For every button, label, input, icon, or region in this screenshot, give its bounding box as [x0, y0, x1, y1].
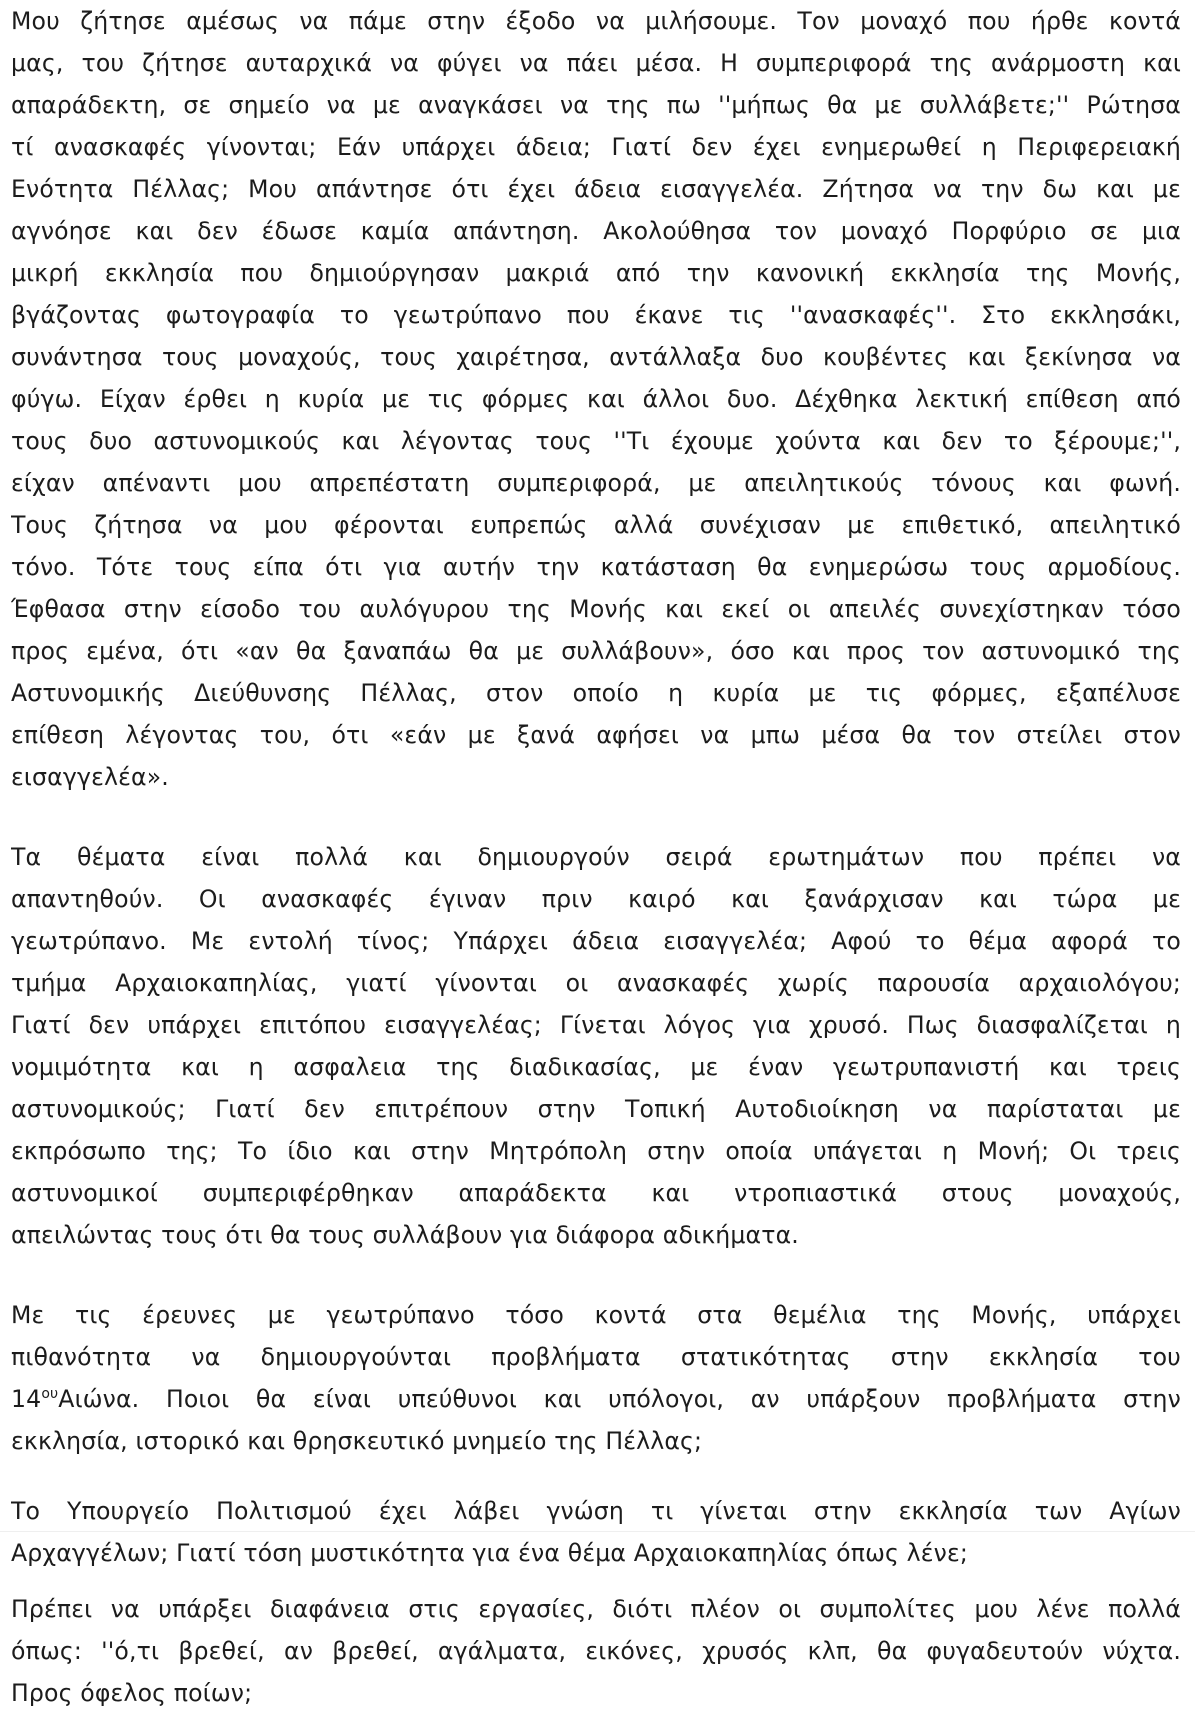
text-line: αγνόησε και δεν έδωσε καμία απάντηση. Ακολούθησα τον μοναχό Πορφύριο σε μια: [11, 217, 1181, 245]
text-line: τους δυο αστυνομικούς και λέγοντας τους ''Τι έχουμε χούντα και δεν το ξέρουμε;'',: [11, 427, 1181, 455]
text-line: Το Υπουργείο Πολιτισμού έχει λάβει γνώση τι γίνεται στην εκκλησία των Αγίων: [11, 1497, 1181, 1525]
text-line: Τα θέματα είναι πολλά και δημιουργούν σειρά ερωτημάτων που πρέπει να: [11, 843, 1181, 871]
century-suffix: ου: [41, 1386, 59, 1403]
text-line: βγάζοντας φωτογραφία το γεωτρύπανο που έκανε τις ''ανασκαφές''. Στο εκκλησάκι,: [11, 301, 1181, 329]
text-line-century: [11, 1378, 1181, 1420]
text-line: απειλώντας τους ότι θα τους συλλάβουν για διάφορα αδικήματα.: [11, 1221, 799, 1249]
text-line: Έφθασα στην είσοδο του αυλόγυρου της Μονής και εκεί οι απειλές συνεχίστηκαν τόσο: [11, 595, 1181, 623]
text-line: συνάντησα τους μοναχούς, τους χαιρέτησα, αντάλλαξα δυο κουβέντες και ξεκίνησα να: [11, 343, 1181, 371]
paragraph-3: [11, 1294, 1181, 1462]
text-line: τί ανασκαφές γίνονται; Εάν υπάρχει άδεια; Γιατί δεν έχει ενημερωθεί η Περιφερειακή: [11, 133, 1181, 161]
text-line: εκπρόσωπο της; Το ίδιο και στην Μητρόπολη στην οποία υπάγεται η Μονή; Οι τρεις: [11, 1137, 1181, 1165]
text-line: απαντηθούν. Οι ανασκαφές έγιναν πριν καιρό και ξανάρχισαν και τώρα με: [11, 885, 1181, 913]
paragraph-5: [11, 1588, 1181, 1714]
text-line: φύγω. Είχαν έρθει η κυρία με τις φόρμες και άλλοι δυο. Δέχθηκα λεκτική επίθεση από: [11, 385, 1181, 413]
text-line: είχαν απέναντι μου απρεπέστατη συμπεριφορά, με απειλητικούς τόνους και φωνή.: [11, 469, 1181, 497]
text-line: Αστυνομικής Διεύθυνσης Πέλλας, στον οποίο η κυρία με τις φόρμες, εξαπέλυσε: [11, 679, 1181, 707]
paragraph-2: [11, 836, 1181, 1256]
text-line: τόνο. Τότε τους είπα ότι για αυτήν την κατάσταση θα ενημερώσω τους αρμοδίους.: [11, 553, 1181, 581]
century-number: 14: [11, 1385, 42, 1413]
text-line: Πρέπει να υπάρξει διαφάνεια στις εργασίες, διότι πλέον οι συμπολίτες μου λένε πολλά: [11, 1595, 1181, 1623]
text-line: προς εμένα, ότι «αν θα ξαναπάω θα με συλλάβουν», όσο και προς τον αστυνομικό της: [11, 637, 1181, 665]
text-line: νομιμότητα και η ασφαλεια της διαδικασίας, με έναν γεωτρυπανιστή και τρεις: [11, 1053, 1181, 1081]
text-line: αστυνομικούς; Γιατί δεν επιτρέπουν στην Τοπική Αυτοδιοίκηση να παρίσταται με: [11, 1095, 1181, 1123]
paragraph-4: [11, 1490, 1181, 1574]
text-line: επίθεση λέγοντας του, ότι «εάν με ξανά αφήσει να μπω μέσα θα τον στείλει στον: [11, 721, 1181, 749]
text-line: όπως: ''ό,τι βρεθεί, αν βρεθεί, αγάλματα, εικόνες, χρυσός κλπ, θα φυγαδευτούν νύχτα.: [11, 1637, 1181, 1665]
text-line: εισαγγελέα».: [11, 763, 169, 791]
century-line-text: Αιώνα. Ποιοι θα είναι υπεύθυνοι και υπόλογοι, αν υπάρξουν προβλήματα στην: [58, 1385, 1181, 1413]
text-line: Μου ζήτησε αμέσως να πάμε στην έξοδο να μιλήσουμε. Τον μοναχό που ήρθε κοντά: [11, 7, 1181, 35]
text-line: αστυνομικοί συμπεριφέρθηκαν απαράδεκτα και ντροπιαστικά στους μοναχούς,: [11, 1179, 1181, 1207]
text-line: τμήμα Αρχαιοκαπηλίας, γιατί γίνονται οι ανασκαφές χωρίς παρουσία αρχαιολόγου;: [11, 969, 1181, 997]
text-line: μας, του ζήτησε αυταρχικά να φύγει να πάει μέσα. Η συμπεριφορά της ανάρμοστη και: [11, 49, 1181, 77]
text-line: Με τις έρευνες με γεωτρύπανο τόσο κοντά στα θεμέλια της Μονής, υπάρχει: [11, 1301, 1181, 1329]
text-line: Γιατί δεν υπάρχει επιτόπου εισαγγελέας; Γίνεται λόγος για χρυσό. Πως διασφαλίζεται η: [11, 1011, 1181, 1039]
text-line: μικρή εκκλησία που δημιούργησαν μακριά από την κανονική εκκλησία της Μονής,: [11, 259, 1181, 287]
text-line: Τους ζήτησα να μου φέρονται ευπρεπώς αλλά συνέχισαν με επιθετικό, απειλητικό: [11, 511, 1181, 539]
text-line: εκκλησία, ιστορικό και θρησκευτικό μνημείο της Πέλλας;: [11, 1427, 703, 1455]
text-line: Προς όφελος ποίων;: [11, 1679, 253, 1707]
scan-divider: [0, 1531, 1195, 1532]
paragraph-1: [11, 0, 1181, 798]
text-line: Αρχαγγέλων; Γιατί τόση μυστικότητα για ένα θέμα Αρχαιοκαπηλίας όπως λένε;: [11, 1539, 969, 1567]
text-line: απαράδεκτη, σε σημείο να με αναγκάσει να της πω ''μήπως θα με συλλάβετε;'' Ρώτησα: [11, 91, 1181, 119]
text-line: γεωτρύπανο. Με εντολή τίνος; Υπάρχει άδεια εισαγγελέα; Αφού το θέμα αφορά το: [11, 927, 1181, 955]
text-line: Ενότητα Πέλλας; Μου απάντησε ότι έχει άδεια εισαγγελέα. Ζήτησα να την δω και με: [11, 175, 1181, 203]
text-line: πιθανότητα να δημιουργούνται προβλήματα στατικότητας στην εκκλησία του: [11, 1343, 1181, 1371]
